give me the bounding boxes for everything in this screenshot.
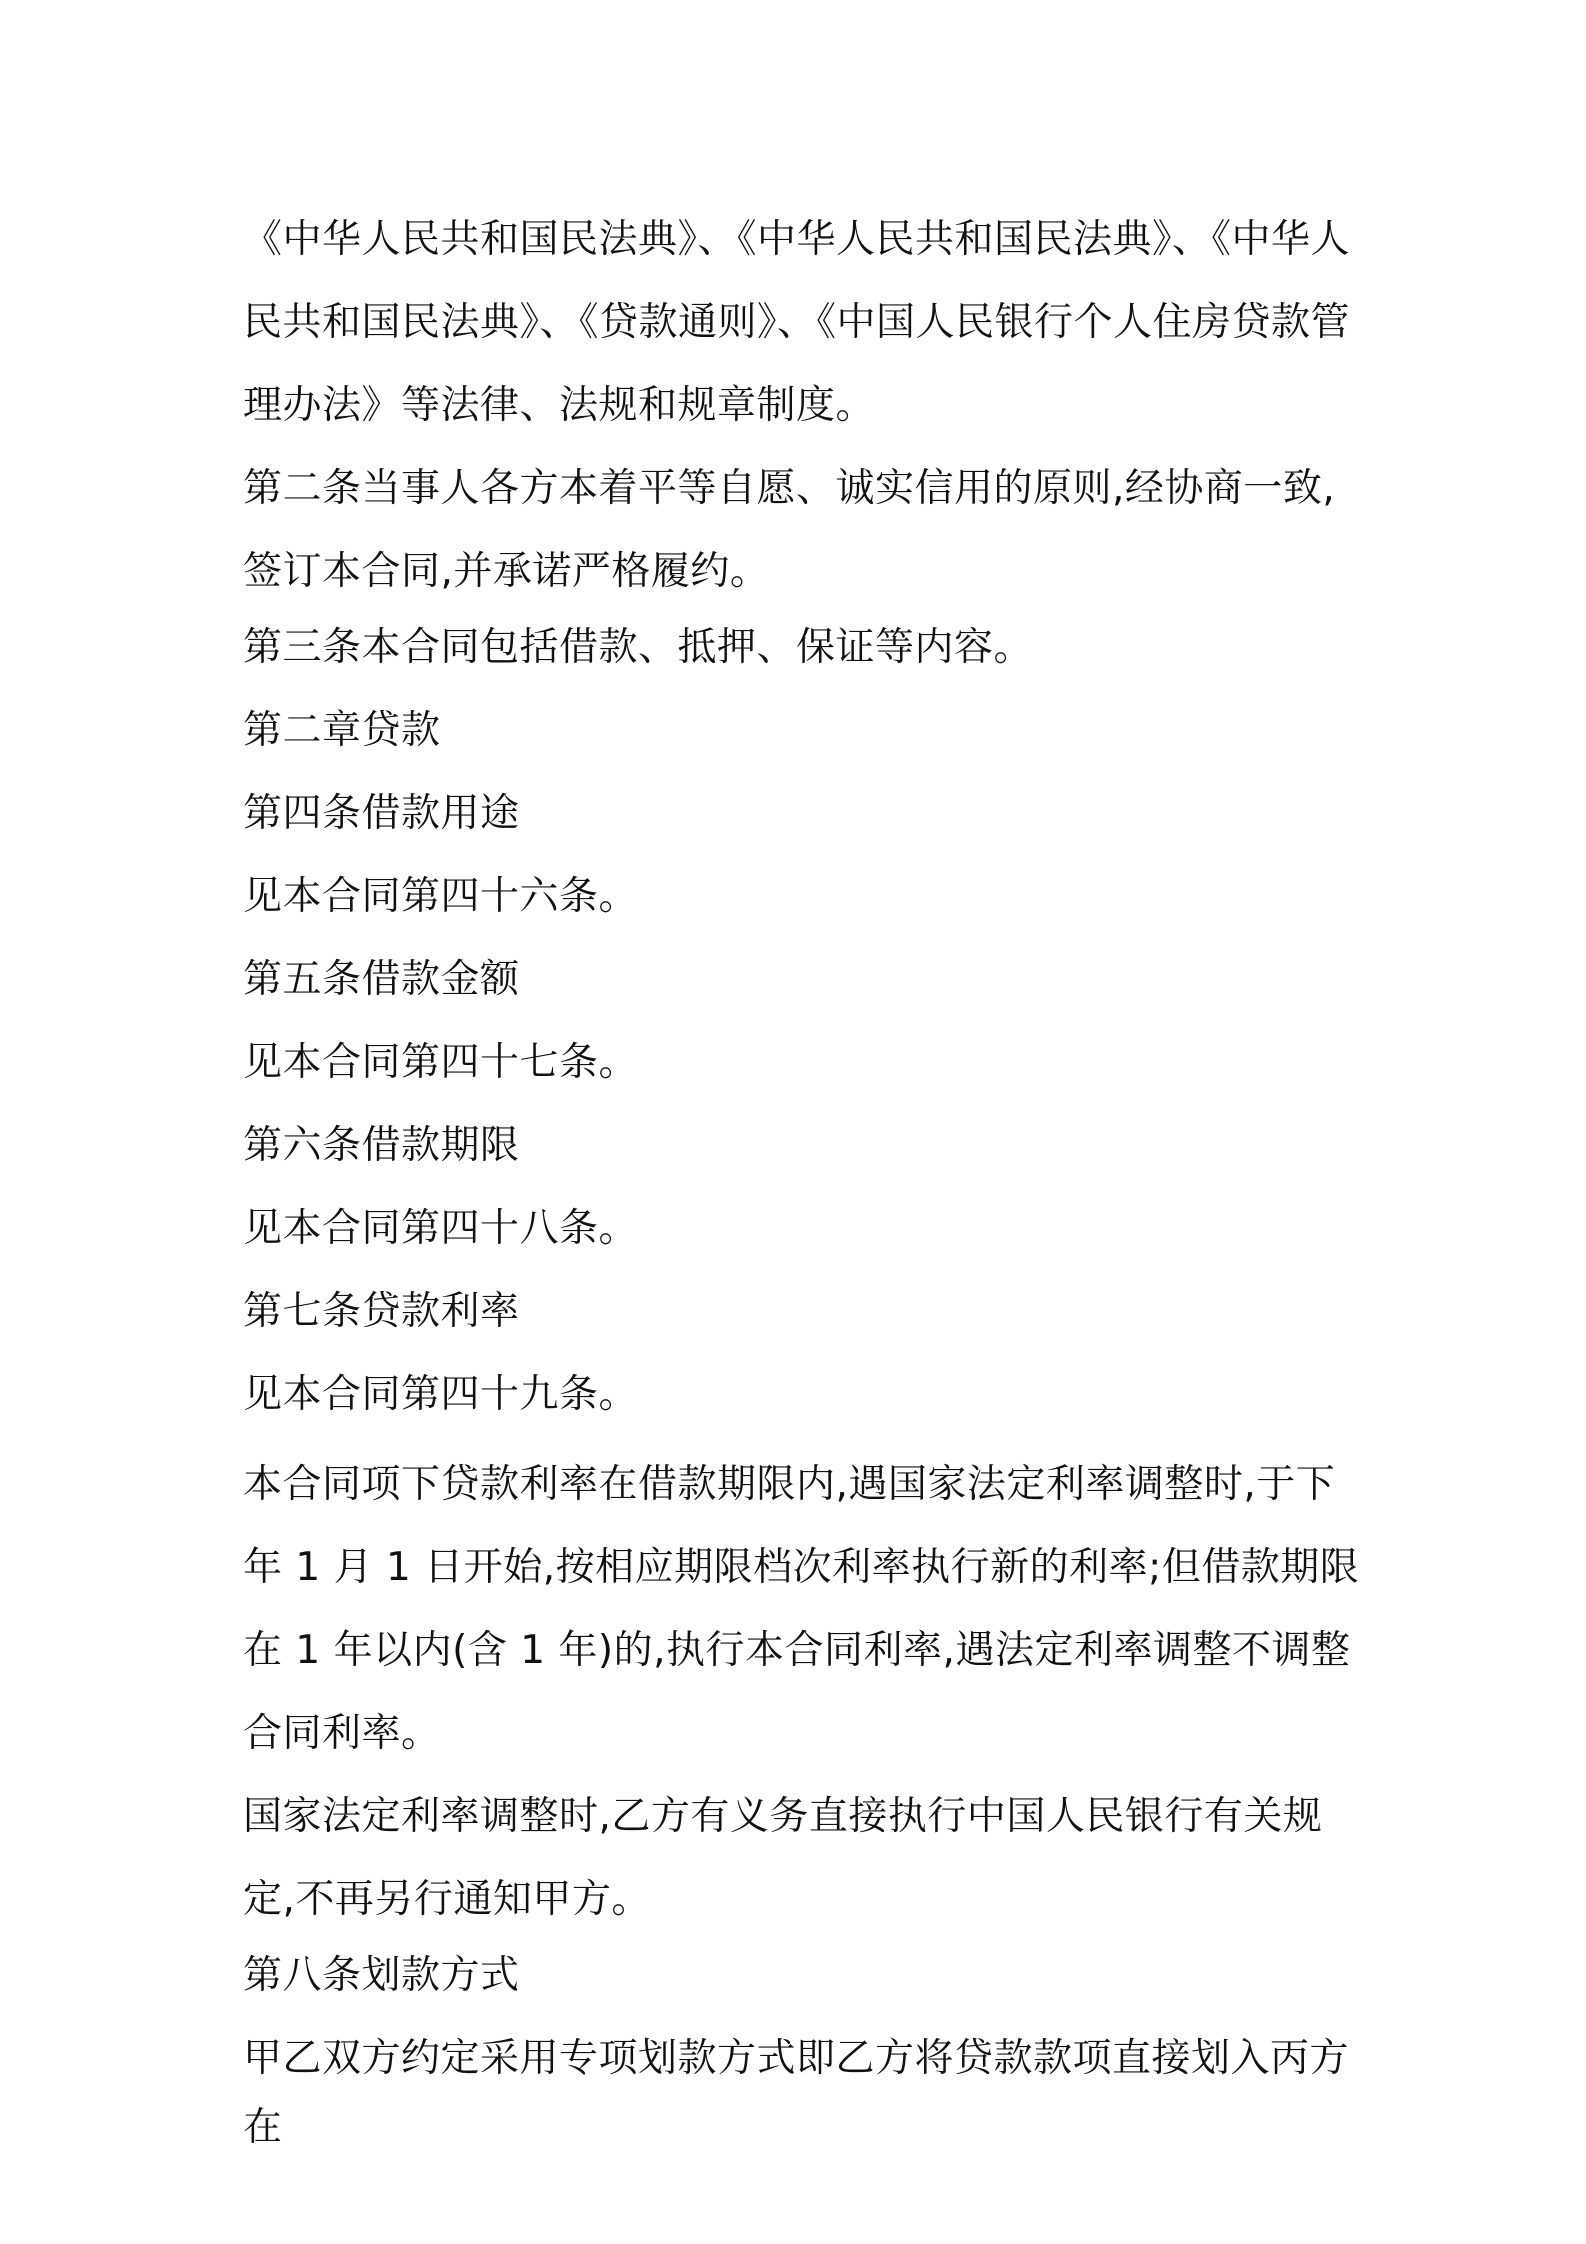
article-7-body: 见本合同第四十九条。 [243, 1372, 639, 1417]
paragraph-article-2: 第二条当事人各方本着平等自愿、诚实信用的原则,经协商一致,签订本合同,并承诺严格履约。 [243, 466, 1336, 594]
chapter-heading-loan: 第二章贷款 [243, 708, 441, 753]
document-body [243, 198, 1363, 2176]
article-6-body: 见本合同第四十八条。 [243, 1206, 639, 1251]
article-5-body: 见本合同第四十七条。 [243, 1040, 639, 1085]
paragraph-interest-adjustment: 本合同项下贷款利率在借款期限内,遇国家法定利率调整时,于下年 1 月 1 日开始,按相应期限档次利率执行新的利率;但借款期限在 1 年以内(含 1 年)的,执行本合同利率,遇法定利率调整不调整合同利率。 [243, 1462, 1360, 1756]
paragraph-rate-notice: 国家法定利率调整时,乙方有义务直接执行中国人民银行有关规定,不再另行通知甲方。 [243, 1794, 1323, 1922]
article-5-heading: 第五条借款金额 [243, 957, 520, 1002]
article-4-body: 见本合同第四十六条。 [243, 874, 639, 919]
article-6-heading: 第六条借款期限 [243, 1123, 520, 1168]
article-8-body: 甲乙双方约定采用专项划款方式即乙方将贷款款项直接划入丙方在 [243, 2036, 1350, 2150]
paragraph-legal-basis: 《中华人民共和国民法典》、《中华人民共和国民法典》、《中华人民共和国民法典》、《贷款通则》、《中国人民银行个人住房贷款管理办法》等法律、法规和规章制度。 [243, 217, 1351, 428]
article-8-heading: 第八条划款方式 [243, 1953, 520, 1998]
article-7-heading: 第七条贷款利率 [243, 1289, 520, 1334]
article-4-heading: 第四条借款用途 [243, 791, 520, 836]
paragraph-article-3: 第三条本合同包括借款、抵押、保证等内容。 [243, 625, 1034, 670]
